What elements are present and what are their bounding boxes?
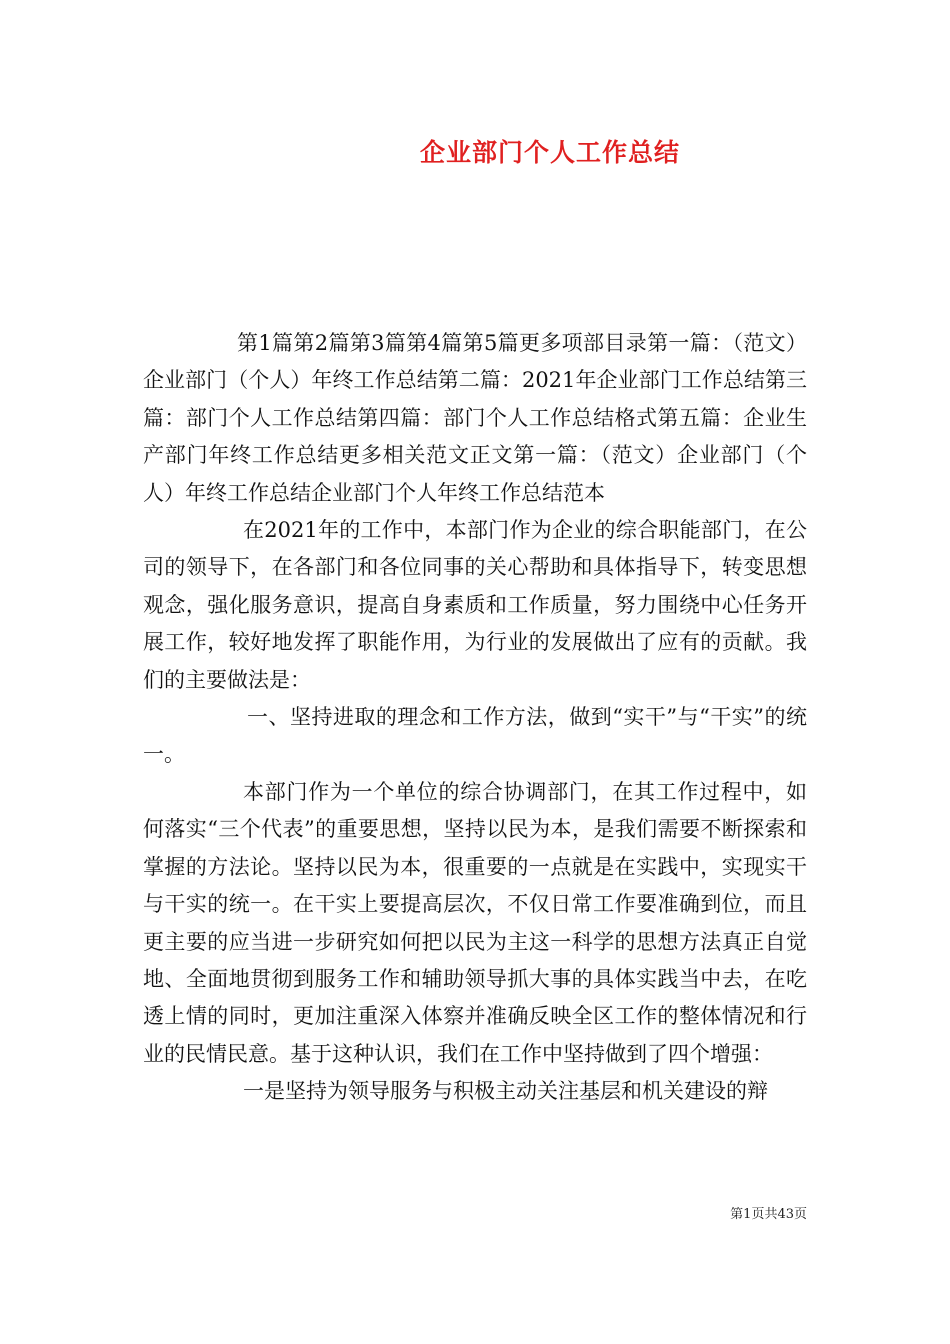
paragraph-body: 本部门作为一个单位的综合协调部门，在其工作过程中，如何落实“三个代表”的重要思想，坚持以民为本，是我们需要不断探索和掌握的方法论。坚持以民为本，很重要的一点就是在实践中，实现实干与干实的统一。在干实上要提高层次，不仅日常工作要准确到位，而且更主要的应当进一步研究如何把以民为主这一科学的思想方法真正自觉地、全面地贯彻到服务工作和辅助领导抓大事的具体实践当中去，在吃透上情的同时，更加注重深入体察并准确反映全区工作的整体情况和行业的民情民意。基于这种认识，我们在工作中坚持做到了四个增强： [143, 779, 807, 1066]
document-title: 企业部门个人工作总结 [419, 138, 680, 167]
paragraph-toc: 第1篇第2篇第3篇第4篇第5篇更多项部目录第一篇：（范文）企业部门（个人）年终工作总结第二篇：2021年企业部门工作总结第三篇：部门个人工作总结第四篇：部门个人工作总结格式第五篇：企业生产部门年终工作总结更多相关范文正文第一篇：（范文）企业部门（个人）年终工作总结企业部门个人年终工作总结范本 [143, 331, 807, 505]
paragraph-intro: 在2021年的工作中，本部门作为企业的综合职能部门，在公司的领导下，在各部门和各位同事的关心帮助和具体指导下，转变思想观念，强化服务意识，提高自身素质和工作质量，努力围绕中心任务开展工作，较好地发挥了职能作用，为行业的发展做出了应有的贡献。我们的主要做法是： [143, 518, 807, 692]
page-number-footer: 第1页共43页 [730, 1207, 807, 1222]
section-heading: 一、坚持进取的理念和工作方法，做到“实干”与“干实”的统一。 [143, 705, 807, 767]
document-body [143, 325, 807, 1111]
paragraph-point: 一是坚持为领导服务与积极主动关注基层和机关建设的辩 [243, 1079, 768, 1104]
